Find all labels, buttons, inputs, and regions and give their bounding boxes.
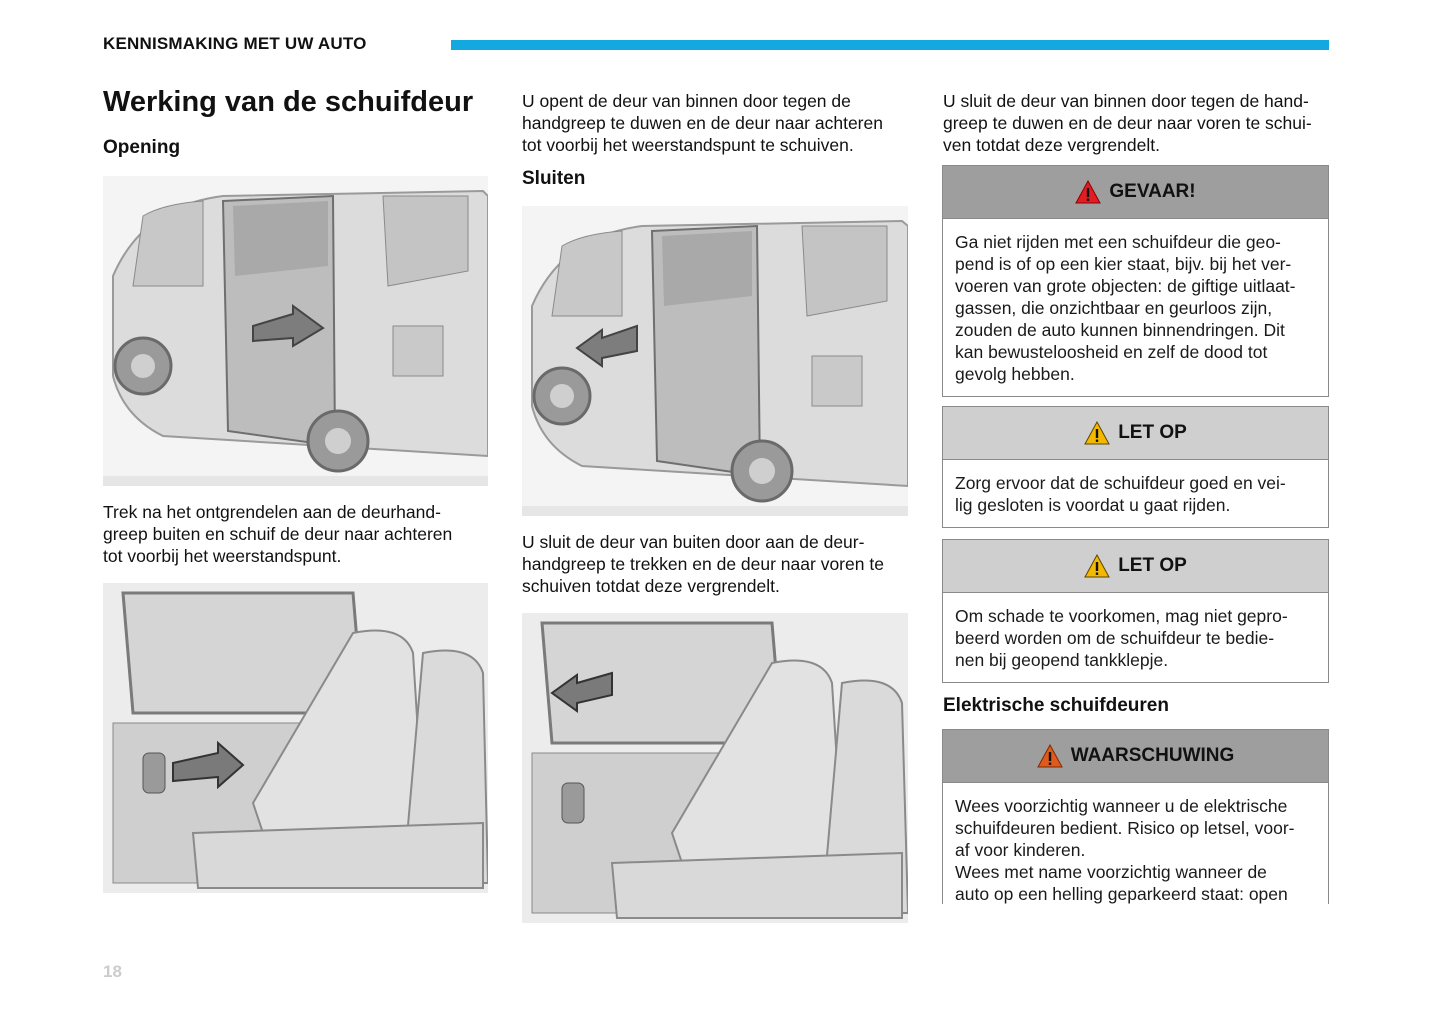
caution-notice-header-1 [943,407,1328,460]
header-accent-rule [451,40,1329,50]
warning-triangle-yellow-icon [1084,421,1110,445]
section-header: KENNISMAKING MET UW AUTO [103,34,367,53]
caution-notice-box-1 [942,406,1329,528]
caution-notice-title-2: LET OP [1118,555,1187,576]
warning-triangle-yellow-icon [1084,554,1110,578]
closing-heading: Sluiten [522,168,586,189]
page-number: 18 [103,962,122,981]
van-exterior-closing-illustration [522,206,908,516]
caution-notice-title-1: LET OP [1118,422,1187,443]
opening-outside-text: Trek na het ontgrendelen aan de deurhand- greep buiten en schuif de deur naar achteren tot voorbij het weerstandspunt. [103,502,453,566]
danger-notice-header [943,166,1328,219]
closing-inside-text: U sluit de deur van binnen door tegen de hand- greep te duwen en de deur naar voren te schui- ven totdat deze vergrendelt. [943,91,1312,155]
warning-notice-title: WAARSCHUWING [1070,745,1235,766]
warning-notice-body: Wees voorzichtig wanneer u de elektrische schuifdeuren bedient. Risico op letsel, voor- af voor kinderen. Wees met name voorzichtig wanneer de auto op een helling geparkeerd staat: open [955,796,1295,904]
danger-notice-box [942,165,1329,397]
interior-door-closing-illustration [522,613,908,923]
opening-heading: Opening [103,137,181,158]
warning-notice-header [943,730,1328,783]
caution-notice-body-1: Zorg ervoor dat de schuifdeur goed en vei- lig gesloten is voordat u gaat rijden. [955,473,1286,515]
van-exterior-opening-illustration [103,176,488,486]
warning-notice-box [942,729,1329,904]
danger-notice-body: Ga niet rijden met een schuifdeur die geo- pend is of op een kier staat, bijv. bij het ver- voeren van grote objecten: de giftige uitlaat- gassen, die onzichtbaar en geurloos zijn, zouden de auto kunnen binnendringen. Dit kan bewusteloosheid en zelf de dood tot gevolg hebben. [955,232,1296,384]
electric-doors-heading: Elektrische schuifdeuren [943,695,1169,716]
caution-notice-box-2 [942,539,1329,683]
page-title: Werking van de schuifdeur [103,86,474,118]
warning-triangle-red-icon [1075,180,1101,204]
caution-notice-header-2 [943,540,1328,593]
interior-door-opening-illustration [103,583,488,893]
closing-outside-text: U sluit de deur van buiten door aan de deur- handgreep te trekken en de deur naar voren te schuiven totdat deze vergrendelt. [522,532,884,596]
caution-notice-body-2: Om schade te voorkomen, mag niet gepro- beerd worden om de schuifdeur te bedie- nen bij geopend tankklepje. [955,606,1288,670]
warning-triangle-red-icon [1037,744,1063,768]
danger-notice-title: GEVAAR! [1109,181,1196,202]
opening-inside-text: U opent de deur van binnen door tegen de handgreep te duwen en de deur naar achteren tot voorbij het weerstandspunt te schuiven. [522,91,883,155]
